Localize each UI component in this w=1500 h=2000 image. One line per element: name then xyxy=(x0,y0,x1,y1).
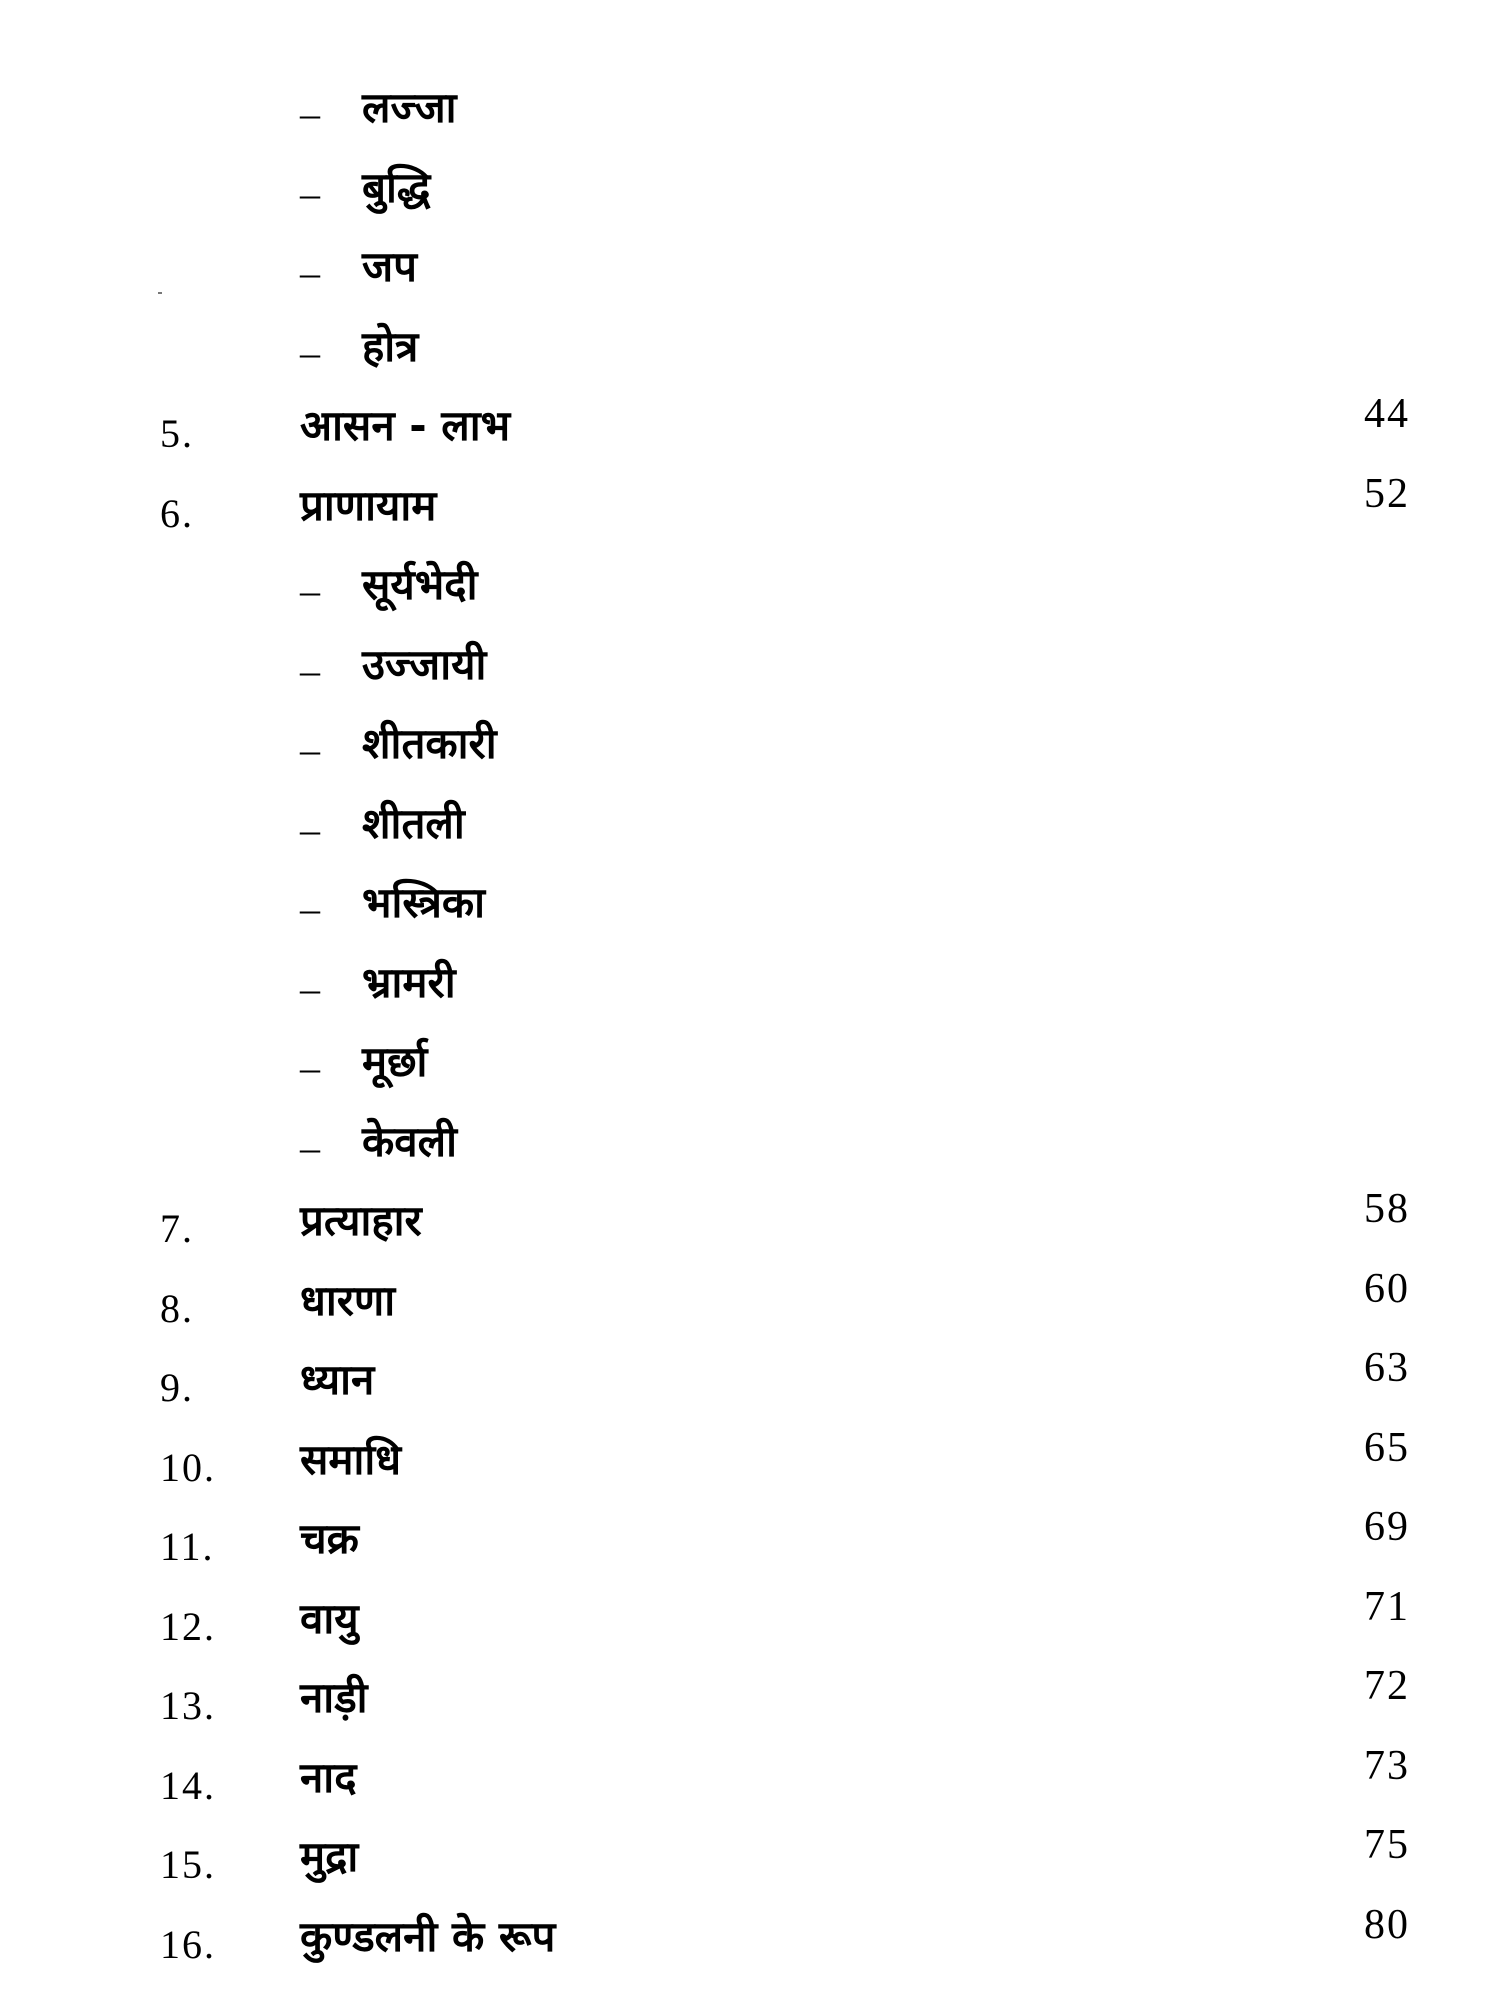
entry-title: नाद xyxy=(300,1752,357,1802)
dash-marker: – xyxy=(300,91,320,136)
subitem-title: सूर्यभेदी xyxy=(362,560,478,609)
entry-page-number: 71 xyxy=(1364,1583,1410,1630)
entry-page-number: 52 xyxy=(1364,470,1410,517)
dash-marker: – xyxy=(300,1124,320,1170)
dash-marker: – xyxy=(300,647,320,693)
toc-subitem xyxy=(0,72,1500,152)
toc-subitem xyxy=(0,549,1500,629)
toc-entry xyxy=(0,1185,1500,1265)
toc-entry xyxy=(0,1583,1500,1663)
entry-number: 5. xyxy=(160,411,194,456)
dash-marker: – xyxy=(300,806,320,852)
entry-page-number: 75 xyxy=(1364,1822,1410,1868)
entry-title: धारणा xyxy=(300,1275,396,1325)
entry-title: समाधि xyxy=(300,1434,402,1484)
entry-number: 11. xyxy=(160,1524,215,1569)
subitem-title: केवली xyxy=(362,1116,457,1166)
dash-marker: – xyxy=(300,568,320,613)
entry-number: 14. xyxy=(160,1762,216,1808)
entry-page-number: 63 xyxy=(1364,1345,1410,1391)
dash-marker: – xyxy=(300,965,320,1011)
toc-entry xyxy=(0,1503,1500,1583)
entry-title: चक्र xyxy=(300,1514,359,1563)
entry-title: ध्यान xyxy=(300,1355,375,1404)
subitem-title: शीतकारी xyxy=(362,719,497,768)
subitem-title: जप xyxy=(362,242,418,291)
subitem-title: भ्रामरी xyxy=(362,957,456,1007)
subitem-title: मूर्छा xyxy=(362,1037,428,1086)
toc-subitem xyxy=(0,947,1500,1027)
entry-page-number: 58 xyxy=(1364,1186,1410,1232)
entry-number: 13. xyxy=(160,1683,216,1728)
entry-number: 7. xyxy=(160,1206,194,1251)
dash-marker: – xyxy=(300,727,320,772)
entry-title: कुण्डलनी के रूप xyxy=(300,1911,556,1961)
table-of-contents xyxy=(0,72,1500,1980)
entry-title: वायु xyxy=(300,1593,359,1643)
subitem-title: उज्जायी xyxy=(362,639,487,689)
entry-page-number: 72 xyxy=(1364,1663,1410,1709)
dash-marker: – xyxy=(300,329,320,375)
toc-entry xyxy=(0,1424,1500,1504)
entry-page-number: 65 xyxy=(1364,1424,1410,1471)
entry-number: 12. xyxy=(160,1603,216,1649)
toc-subitem xyxy=(0,629,1500,709)
entry-page-number: 80 xyxy=(1364,1901,1410,1948)
toc-subitem xyxy=(0,311,1500,391)
toc-subitem xyxy=(0,1106,1500,1186)
toc-entry xyxy=(0,1662,1500,1742)
entry-page-number: 69 xyxy=(1364,1504,1410,1550)
dash-marker: – xyxy=(300,1045,320,1090)
toc-entry xyxy=(0,1265,1500,1345)
dash-marker: – xyxy=(300,170,320,216)
toc-entry xyxy=(0,470,1500,550)
subitem-title: लज्जा xyxy=(362,83,457,132)
entry-page-number: 44 xyxy=(1364,391,1410,437)
toc-subitem xyxy=(0,708,1500,788)
toc-entry xyxy=(0,390,1500,470)
dash-marker: – xyxy=(300,250,320,295)
entry-title: प्रत्याहार xyxy=(300,1196,422,1245)
toc-subitem xyxy=(0,152,1500,232)
dash-marker: – xyxy=(300,886,320,931)
entry-title: मुद्रा xyxy=(300,1832,359,1881)
toc-subitem xyxy=(0,788,1500,868)
entry-number: 15. xyxy=(160,1842,216,1887)
entry-number: 8. xyxy=(160,1285,194,1331)
subitem-title: बुद्धि xyxy=(362,162,431,212)
entry-title: प्राणायाम xyxy=(300,480,437,530)
entry-page-number: 60 xyxy=(1364,1265,1410,1312)
entry-title: आसन - लाभ xyxy=(300,401,511,450)
entry-number: 6. xyxy=(160,490,194,536)
toc-subitem xyxy=(0,1026,1500,1106)
subitem-title: शीतली xyxy=(362,798,465,848)
entry-number: 16. xyxy=(160,1921,216,1967)
toc-subitem xyxy=(0,231,1500,311)
toc-entry xyxy=(0,1821,1500,1901)
entry-title: नाड़ी xyxy=(300,1673,368,1722)
entry-number: 10. xyxy=(160,1444,216,1490)
toc-subitem xyxy=(0,867,1500,947)
subitem-title: होत्र xyxy=(362,321,419,371)
entry-number: 9. xyxy=(160,1365,194,1410)
toc-entry xyxy=(0,1901,1500,1981)
entry-page-number: 73 xyxy=(1364,1742,1410,1789)
subitem-title: भस्त्रिका xyxy=(362,878,486,927)
toc-entry xyxy=(0,1742,1500,1822)
toc-entry xyxy=(0,1344,1500,1424)
